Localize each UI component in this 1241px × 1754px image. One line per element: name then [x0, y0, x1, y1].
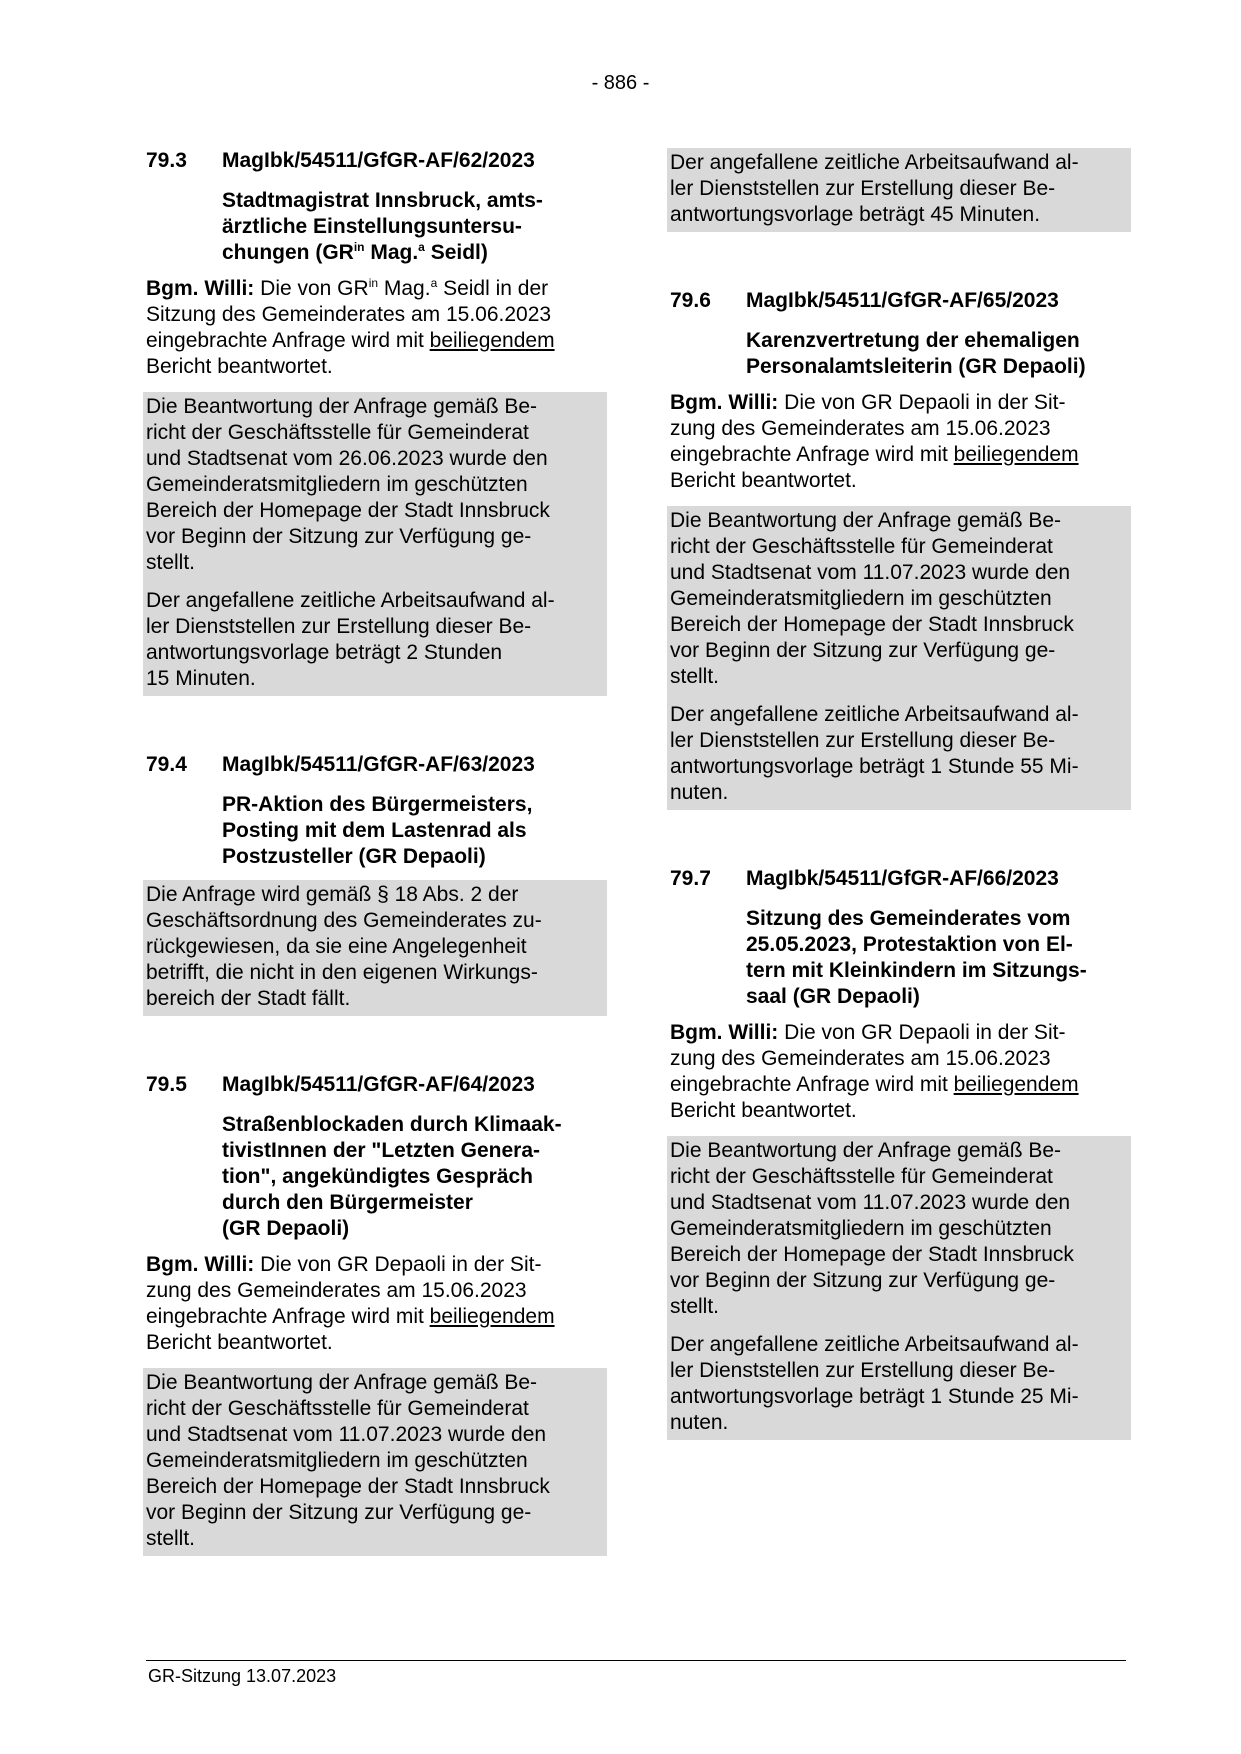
effort-note: Der angefallene zeitliche Arbeitsaufwand al- ler Dienststellen zur Erstellung dieser Be- antwortungsvorlage beträgt 1 Stunde 25 Mi- nuten. — [670, 1333, 1079, 1434]
answer-paragraph: Bgm. Willi: Die von GR Depaoli in der Sit- zung des Gemeinderates am 15.06.2023 eingebrachte Anfrage wird mit beiliegendem Bericht beantwortet. — [146, 1253, 555, 1354]
item-reference: MagIbk/54511/GfGR-AF/64/2023 — [222, 1073, 535, 1096]
footer-session-date: GR-Sitzung 13.07.2023 — [148, 1666, 337, 1686]
item-number: 79.7 — [670, 867, 711, 890]
continued-effort-block — [670, 148, 1128, 232]
effort-note: Der angefallene zeitliche Arbeitsaufwand al- ler Dienststellen zur Erstellung dieser Be- antwortungsvorlage beträgt 1 Stunde 55 Mi- nuten. — [670, 703, 1079, 804]
answer-paragraph: Bgm. Willi: Die von $GR^{in}$ Mag.$^a$ Seidl in der Sitzung des Gemeinderates am 15.06.2023 eingebrachte Anfrage wird mit beiliegendem Bericht beantwortet. — [146, 276, 555, 378]
response-note: Die Beantwortung der Anfrage gemäß Be- richt der Geschäftsstelle für Gemeinderat und Stadtsenat vom 26.06.2023 wurde den Gemeinderatsmitgliedern im geschützten Bereich der Homepage der Stadt Innsbruck vor Beginn der Sitzung zur Verfügung ge- stellt. — [146, 395, 550, 574]
item-title: Sitzung des Gemeinderates vom 25.05.2023, Protestaktion von El- tern mit Kleinkindern im Sitzungs- saal (GR Depaoli) — [746, 907, 1087, 1008]
item-title: Straßenblockaden durch Klimaak- tivistInnen der "Letzten Genera- tion", angekündigtes Gespräch durch den Bürgermeister (GR Depaoli) — [222, 1113, 562, 1240]
attachment-link[interactable]: beiliegendem — [429, 329, 555, 352]
answer-paragraph: Bgm. Willi: Die von GR Depaoli in der Sit- zung des Gemeinderates am 15.06.2023 eingebrachte Anfrage wird mit beiliegendem Bericht beantwortet. — [670, 1021, 1079, 1122]
shaded-block — [143, 392, 607, 696]
shaded-block — [143, 880, 607, 1016]
item-reference: MagIbk/54511/GfGR-AF/62/2023 — [222, 149, 535, 172]
attachment-link[interactable]: beiliegendem — [953, 443, 1079, 466]
item-reference: MagIbk/54511/GfGR-AF/66/2023 — [746, 867, 1059, 890]
answer-paragraph: Bgm. Willi: Die von GR Depaoli in der Sit- zung des Gemeinderates am 15.06.2023 eingebrachte Anfrage wird mit beiliegendem Bericht beantwortet. — [670, 391, 1079, 492]
footer-divider — [146, 1660, 1126, 1661]
rejection-note: Die Anfrage wird gemäß § 18 Abs. 2 der Geschäftsordnung des Gemeinderates zu- rückgewiesen, da sie eine Angelegenheit betrifft, die nicht in den eigenen Wirkungs- bereich der Stadt fällt. — [146, 883, 542, 1010]
item-reference: MagIbk/54511/GfGR-AF/63/2023 — [222, 753, 535, 776]
item-number: 79.5 — [146, 1073, 187, 1096]
agenda-item-79-5 — [146, 1072, 604, 1556]
response-note: Die Beantwortung der Anfrage gemäß Be- richt der Geschäftsstelle für Gemeinderat und Stadtsenat vom 11.07.2023 wurde den Gemeinderatsmitgliedern im geschützten Bereich der Homepage der Stadt Innsbruck vor Beginn der Sitzung zur Verfügung ge- stellt. — [670, 509, 1074, 688]
item-title: Karenzvertretung der ehemaligen Personalamtsleiterin (GR Depaoli) — [746, 329, 1086, 378]
item-reference: MagIbk/54511/GfGR-AF/65/2023 — [746, 289, 1059, 312]
effort-note: Der angefallene zeitliche Arbeitsaufwand al- ler Dienststellen zur Erstellung dieser Be- antwortungsvorlage beträgt 45 Minuten. — [670, 151, 1079, 226]
agenda-item-79-6 — [670, 288, 1128, 810]
item-title: Stadtmagistrat Innsbruck, amts- ärztliche Einstellungsuntersu- chungen ($GR^{in}$ Mag.$^a$ Seidl) — [222, 189, 543, 264]
effort-note: Der angefallene zeitliche Arbeitsaufwand al- ler Dienststellen zur Erstellung dieser Be- antwortungsvorlage beträgt 2 Stunden 15 Minuten. — [146, 589, 555, 690]
attachment-link[interactable]: beiliegendem — [429, 1305, 555, 1328]
right-column — [670, 148, 1128, 1496]
item-title: PR-Aktion des Bürgermeisters, Posting mit dem Lastenrad als Postzusteller (GR Depaoli) — [222, 793, 533, 868]
item-number: 79.3 — [146, 149, 187, 172]
response-note: Die Beantwortung der Anfrage gemäß Be- richt der Geschäftsstelle für Gemeinderat und Stadtsenat vom 11.07.2023 wurde den Gemeinderatsmitgliedern im geschützten Bereich der Homepage der Stadt Innsbruck vor Beginn der Sitzung zur Verfügung ge- stellt. — [670, 1139, 1074, 1318]
attachment-link[interactable]: beiliegendem — [953, 1073, 1079, 1096]
shaded-block — [667, 1136, 1131, 1440]
shaded-block — [667, 148, 1131, 232]
page-number: - 886 - — [591, 72, 650, 94]
agenda-item-79-3 — [146, 148, 604, 696]
agenda-item-79-7 — [670, 866, 1128, 1440]
agenda-item-79-4 — [146, 752, 604, 1016]
left-column — [146, 148, 604, 1612]
item-number: 79.4 — [146, 753, 187, 776]
response-note: Die Beantwortung der Anfrage gemäß Be- richt der Geschäftsstelle für Gemeinderat und Stadtsenat vom 11.07.2023 wurde den Gemeinderatsmitgliedern im geschützten Bereich der Homepage der Stadt Innsbruck vor Beginn der Sitzung zur Verfügung ge- stellt. — [146, 1371, 550, 1550]
shaded-block — [667, 506, 1131, 810]
shaded-block — [143, 1368, 607, 1556]
item-number: 79.6 — [670, 289, 711, 312]
